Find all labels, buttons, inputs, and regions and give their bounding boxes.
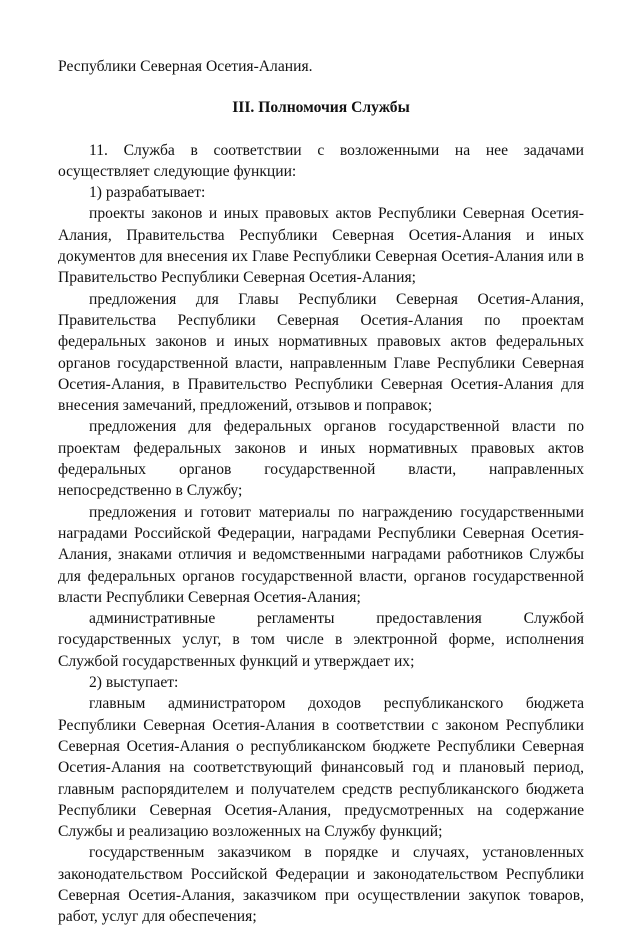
paragraph-budget-administrator: главным администратором доходов республиканского бюджета Республики Северная Осетия-Алания в соответствии с законом Республики Северная Осетия-Алания о республиканском бюджете Республики Северная Осетия-Алания на соответствующий финансовый год и плановый период, главным распорядителем и получателем средств республиканского бюджета Республики Северная Осетия-Алания, предусмотренных на содержание Службы и реализацию возложенных на Службу функций; (58, 695, 584, 841)
paragraph-awards: предложения и готовит материалы по награждению государственными наградами Российской Федерации, наградами Республики Северная Осетия-Алания, знаками отличия и ведомственными наградами работников Службы для федеральных органов государственной власти, органов государственной власти Республики Северная Осетия-Алания; (58, 503, 584, 606)
section-title: III. Полномочия Службы (232, 99, 410, 117)
subitem-1: 1) разрабатывает: (89, 184, 206, 202)
subitem-2: 2) выступает: (89, 674, 179, 692)
paragraph-proposals-federal: предложения для федеральных органов государственной власти по проектам федеральных законов и иных нормативных правовых актов федеральных органов государственной власти, направленных непосредственно в Службу; (58, 418, 584, 500)
continuation-line: Республики Северная Осетия-Алания. (58, 58, 313, 75)
clause-11: 11. Служба в соответствии с возложенными на нее задачами осуществляет следующие функции: (58, 141, 584, 180)
paragraph-draft-laws: проекты законов и иных правовых актов Республики Северная Осетия-Алания, Правительства Республики Северная Осетия-Алания и иных документов для внесения их Главе Республики Северная Осетия-Алания или в Правительство Республики Северная Осетия-Алания; (58, 205, 584, 287)
document-page (58, 56, 584, 928)
paragraph-proposals-head: предложения для Главы Республики Северная Осетия-Алания, Правительства Республики Северная Осетия-Алания по проектам федеральных законов и иных нормативных правовых актов федеральных органов государственной власти, направленным Главе Республики Северная Осетия-Алания, в Правительство Республики Северная Осетия-Алания для внесения замечаний, предложений, отзывов и поправок; (58, 290, 584, 415)
paragraph-state-customer: государственным заказчиком в порядке и случаях, установленных законодательством Российской Федерации и законодательством Республики Северная Осетия-Алания, заказчиком при осуществлении закупок товаров, работ, услуг для обеспечения; (58, 844, 584, 926)
paragraph-regulations: административные регламенты предоставления Службой государственных услуг, в том числе в электронной форме, исполнения Службой государственных функций и утверждает их; (58, 610, 584, 670)
